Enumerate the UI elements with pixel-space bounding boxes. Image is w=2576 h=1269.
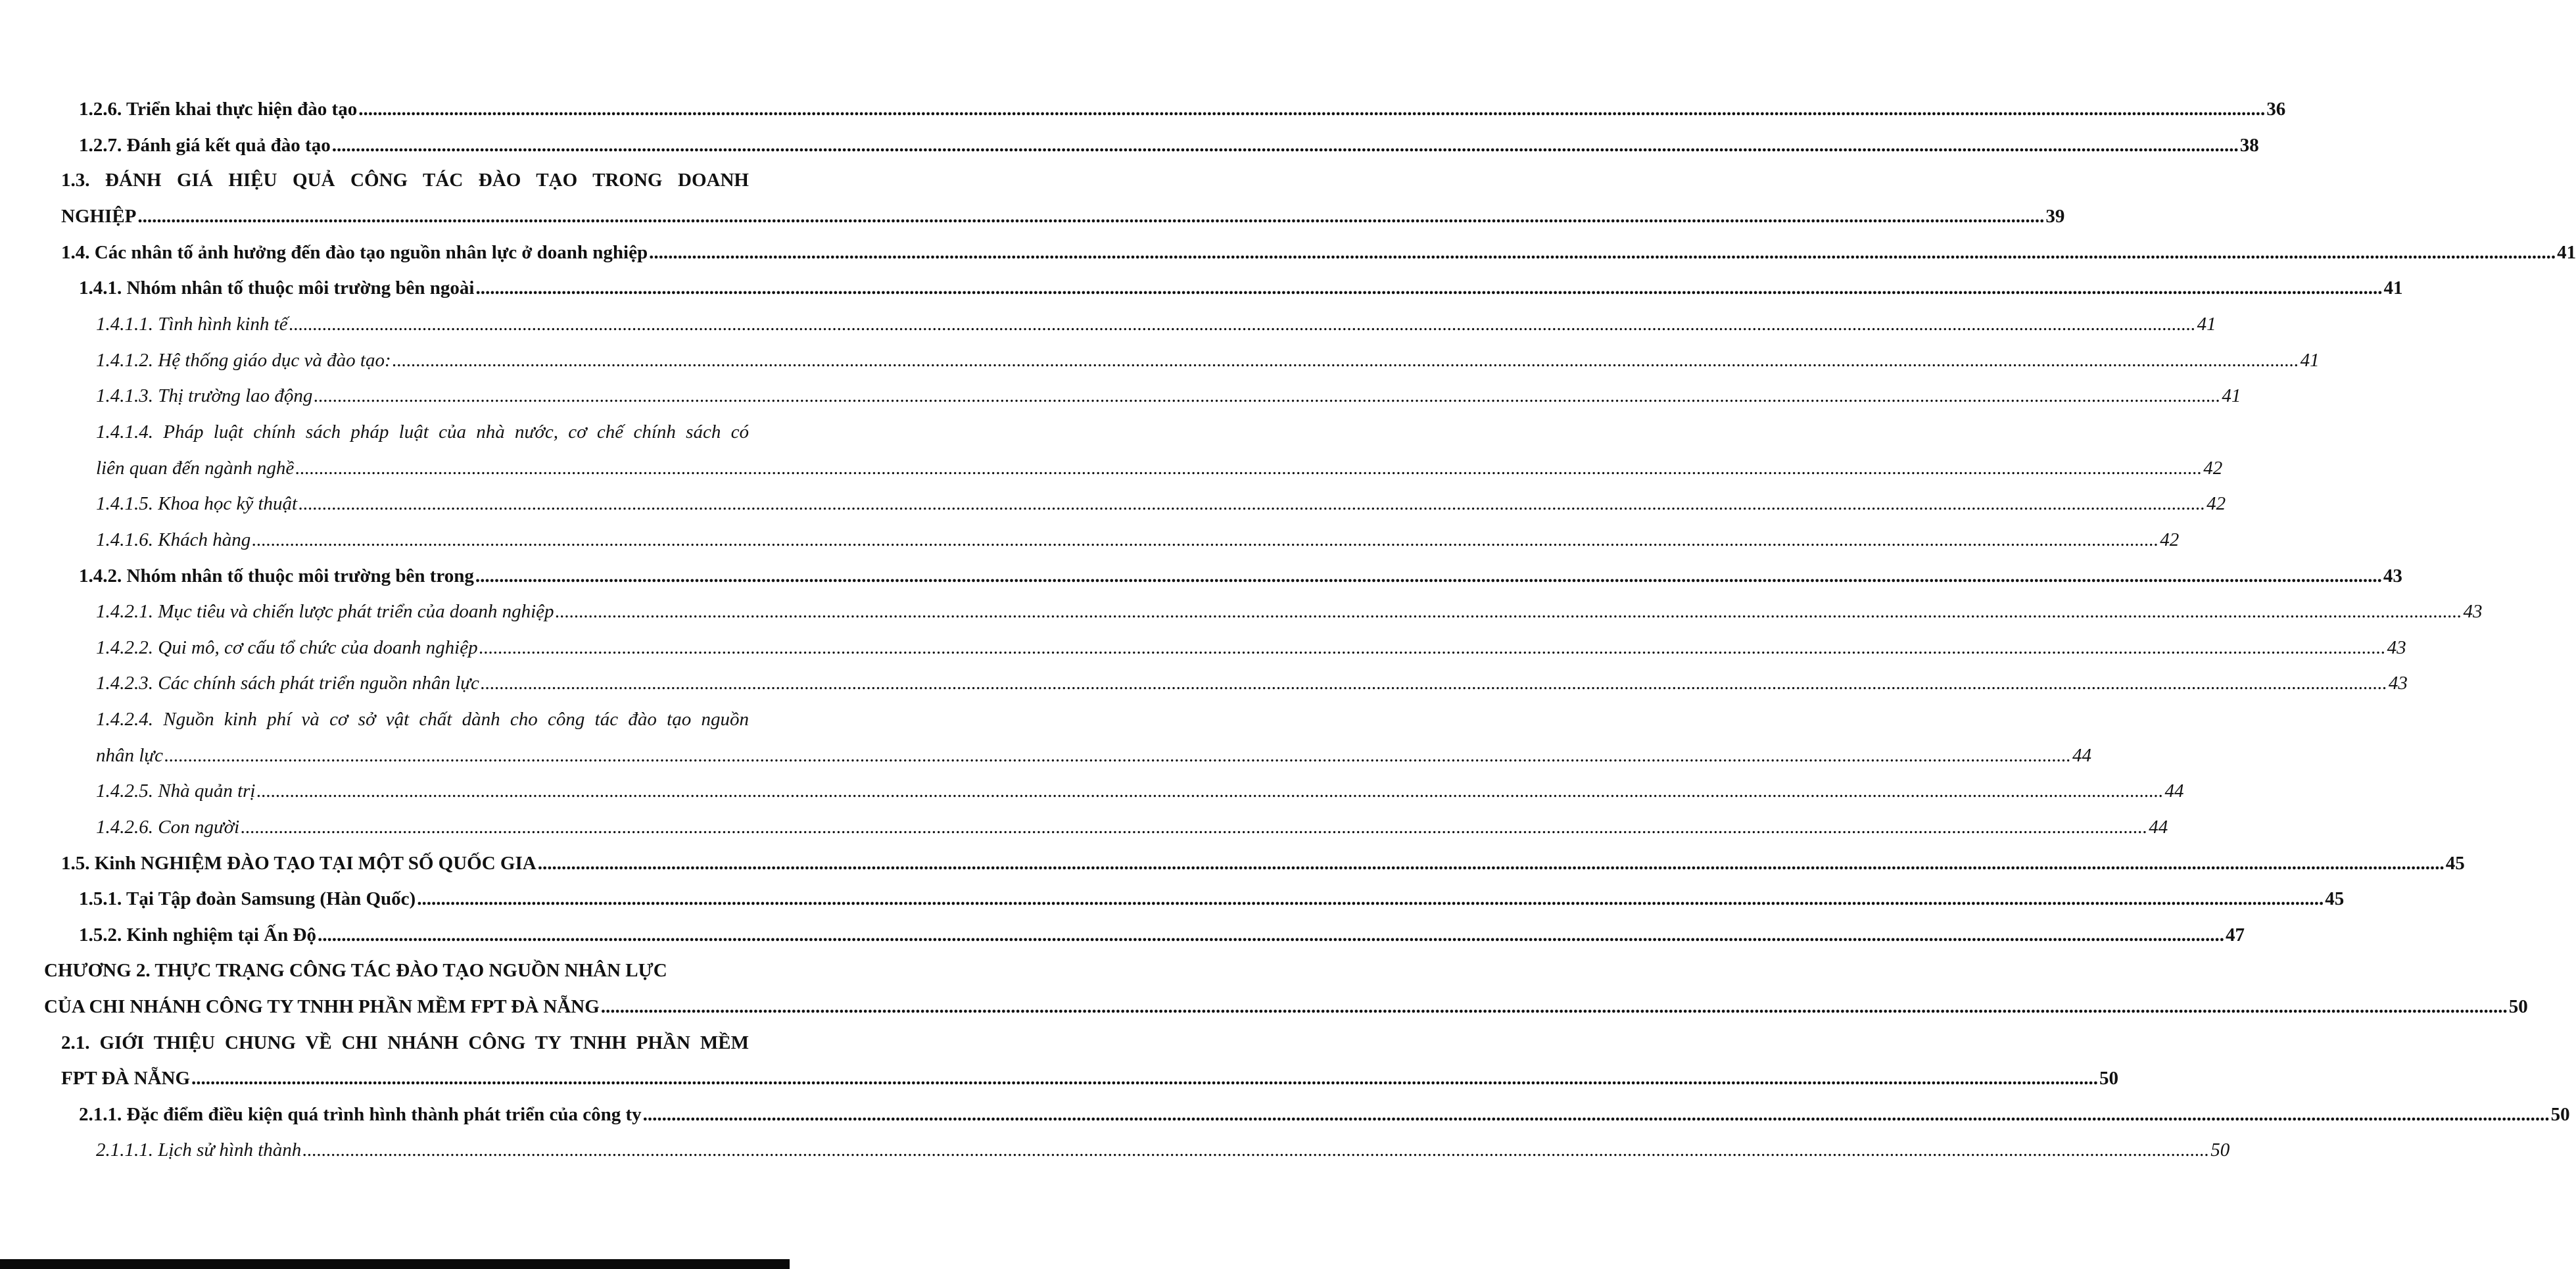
toc-entry-page: 42 — [2160, 529, 2180, 550]
toc-entry-title: 1.4.2.1. Mục tiêu và chiến lược phát triển của doanh nghiệp — [96, 601, 554, 622]
toc-entry-page: 50 — [2550, 1104, 2570, 1125]
dot-leader: ................................................................................................................................................................................................................................................................................................................................................................................................................ — [298, 493, 2206, 514]
toc-entry-title: 2.1.1.1. Lịch sử hình thành — [96, 1139, 302, 1161]
toc-entry — [96, 385, 2241, 406]
toc-entry-page: 41 — [2557, 242, 2576, 263]
toc-entry-page: 43 — [2383, 565, 2402, 587]
toc-entry — [96, 314, 2216, 335]
toc-entry — [79, 888, 2345, 909]
toc-entry-title: 1.5. Kinh NGHIỆM ĐÀO TẠO TẠI MỘT SỐ QUỐC GIA — [61, 853, 537, 874]
toc-entry-page: 41 — [2197, 314, 2216, 335]
dot-leader: ................................................................................................................................................................................................................................................................................................................................................................................................................ — [137, 206, 2045, 227]
toc-entry-title: 1.2.6. Triển khai thực hiện đào tạo — [79, 99, 358, 120]
toc-entry-title: 1.4.1.5. Khoa học kỹ thuật — [96, 493, 298, 514]
toc-entry-page: 43 — [2387, 637, 2406, 658]
toc-entry-title: 1.4.2. Nhóm nhân tố thuộc môi trường bên trong — [79, 565, 474, 587]
dot-leader: ................................................................................................................................................................................................................................................................................................................................................................................................................ — [475, 277, 2383, 299]
toc-entry — [96, 745, 2091, 766]
dot-leader: ................................................................................................................................................................................................................................................................................................................................................................................................................ — [256, 780, 2164, 802]
dot-leader: ................................................................................................................................................................................................................................................................................................................................................................................................................ — [302, 1139, 2210, 1161]
toc-entry — [61, 206, 2065, 227]
toc-entry-page: 38 — [2239, 135, 2259, 156]
toc-entry — [79, 924, 2245, 946]
toc-entry-line1: 1.4.1.4. Pháp luật chính sách pháp luật của nhà nước, cơ chế chính sách có — [96, 421, 749, 443]
toc-entry — [79, 1104, 2570, 1125]
toc-entry-title: 1.4.1.1. Tình hình kinh tế — [96, 314, 288, 335]
dot-leader: ................................................................................................................................................................................................................................................................................................................................................................................................................ — [479, 637, 2386, 658]
dot-leader: ................................................................................................................................................................................................................................................................................................................................................................................................................ — [649, 242, 2556, 263]
dot-leader: ................................................................................................................................................................................................................................................................................................................................................................................................................ — [475, 565, 2382, 587]
dot-leader: ................................................................................................................................................................................................................................................................................................................................................................................................................ — [331, 135, 2239, 156]
toc-entry-line1: 1.3. ĐÁNH GIÁ HIỆU QUẢ CÔNG TÁC ĐÀO TẠO TRONG DOANH — [61, 170, 749, 191]
toc-entry-page: 50 — [2508, 996, 2528, 1017]
toc-entry-page: 41 — [2383, 277, 2403, 299]
dot-leader: ................................................................................................................................................................................................................................................................................................................................................................................................................ — [241, 817, 2148, 838]
toc-entry-page: 50 — [2099, 1068, 2119, 1089]
toc-entry-title: 1.4.1.6. Khách hàng — [96, 529, 251, 550]
dot-leader: ................................................................................................................................................................................................................................................................................................................................................................................................................ — [537, 853, 2445, 874]
toc-entry — [96, 637, 2406, 658]
toc-entry — [79, 277, 2403, 299]
toc-entry-page: 44 — [2072, 745, 2091, 766]
toc-entry — [96, 529, 2180, 550]
toc-entry — [61, 242, 2576, 263]
toc-entry-page: 41 — [2300, 350, 2320, 371]
dot-leader: ................................................................................................................................................................................................................................................................................................................................................................................................................ — [289, 314, 2196, 335]
toc-entry — [96, 350, 2320, 371]
toc-entry-page: 36 — [2266, 99, 2286, 120]
toc-entry — [44, 996, 2528, 1017]
dot-leader: ................................................................................................................................................................................................................................................................................................................................................................................................................ — [317, 924, 2224, 946]
dot-leader: ................................................................................................................................................................................................................................................................................................................................................................................................................ — [252, 529, 2159, 550]
toc-entry-title: 1.4.1.2. Hệ thống giáo dục và đào tạo: — [96, 350, 391, 371]
toc-entry — [61, 853, 2465, 874]
toc-entry-page: 39 — [2045, 206, 2065, 227]
dot-leader: ................................................................................................................................................................................................................................................................................................................................................................................................................ — [600, 996, 2508, 1017]
toc-entry-page: 42 — [2206, 493, 2226, 514]
toc-entry-page: 45 — [2445, 853, 2465, 874]
dot-leader: ................................................................................................................................................................................................................................................................................................................................................................................................................ — [480, 673, 2387, 694]
toc-entry — [79, 135, 2259, 156]
toc-entry-title: 1.4.2.5. Nhà quản trị — [96, 780, 256, 802]
toc-entry-page: 45 — [2325, 888, 2345, 909]
toc-entry-page: 44 — [2164, 780, 2184, 802]
dot-leader: ................................................................................................................................................................................................................................................................................................................................................................................................................ — [417, 888, 2324, 909]
toc-entry-title: 1.4.2.6. Con người — [96, 817, 240, 838]
toc-entry — [96, 601, 2483, 622]
toc-entry-line1: 1.4.2.4. Nguồn kinh phí và cơ sở vật chất dành cho công tác đào tạo nguồn — [96, 709, 749, 730]
toc-entry-title: 1.4.1.3. Thị trường lao động — [96, 385, 313, 406]
toc-entry-page: 42 — [2203, 458, 2223, 479]
toc-entry-title: NGHIỆP — [61, 206, 137, 227]
toc-entry-title: 1.4.2.3. Các chính sách phát triển nguồn nhân lực — [96, 673, 479, 694]
toc-entry-page: 41 — [2222, 385, 2241, 406]
toc-entry-title: liên quan đến ngành nghề — [96, 458, 295, 479]
toc-entry-title: 1.4.1. Nhóm nhân tố thuộc môi trường bên ngoài — [79, 277, 475, 299]
dot-leader: ................................................................................................................................................................................................................................................................................................................................................................................................................ — [642, 1104, 2550, 1125]
toc-entry-title: 1.2.7. Đánh giá kết quả đào tạo — [79, 135, 331, 156]
toc-entry-title: 1.4.2.2. Qui mô, cơ cấu tổ chức của doanh nghiệp — [96, 637, 478, 658]
dot-leader: ................................................................................................................................................................................................................................................................................................................................................................................................................ — [295, 458, 2203, 479]
toc-entry — [96, 1139, 2230, 1161]
toc-entry — [96, 458, 2223, 479]
toc-entry-title: nhân lực — [96, 745, 163, 766]
toc-entry-title: 1.5.2. Kinh nghiệm tại Ấn Độ — [79, 924, 316, 946]
toc-entry — [61, 1068, 2119, 1089]
toc-entry-page: 50 — [2210, 1139, 2230, 1161]
toc-entry-title: 1.5.1. Tại Tập đoàn Samsung (Hàn Quốc) — [79, 888, 416, 909]
dot-leader: ................................................................................................................................................................................................................................................................................................................................................................................................................ — [392, 350, 2299, 371]
dot-leader: ................................................................................................................................................................................................................................................................................................................................................................................................................ — [314, 385, 2221, 406]
bottom-edge-bar — [0, 1259, 790, 1269]
toc-entry — [96, 493, 2226, 514]
toc-entry — [79, 565, 2402, 587]
toc-entry-page: 43 — [2463, 601, 2483, 622]
toc-entry-title: FPT ĐÀ NẴNG — [61, 1068, 191, 1089]
toc-entry-line1: 2.1. GIỚI THIỆU CHUNG VỀ CHI NHÁNH CÔNG TY TNHH PHẦN MỀM — [61, 1032, 749, 1053]
toc-entry-page: 43 — [2388, 673, 2408, 694]
toc-entry — [96, 673, 2408, 694]
toc-entry-page: 44 — [2149, 817, 2168, 838]
dot-leader: ................................................................................................................................................................................................................................................................................................................................................................................................................ — [555, 601, 2462, 622]
toc-entry — [96, 780, 2184, 802]
toc-entry — [79, 99, 2286, 120]
toc-entry-page: 47 — [2225, 924, 2245, 946]
dot-leader: ................................................................................................................................................................................................................................................................................................................................................................................................................ — [358, 99, 2266, 120]
toc-entry-title: CỦA CHI NHÁNH CÔNG TY TNHH PHẦN MỀM FPT ĐÀ NẴNG — [44, 996, 600, 1017]
toc-chapter-line1: CHƯƠNG 2. THỰC TRẠNG CÔNG TÁC ĐÀO TẠO NGUỒN NHÂN LỰC — [44, 960, 667, 981]
toc-entry — [96, 817, 2168, 838]
toc-entry-title: 1.4. Các nhân tố ảnh hưởng đến đào tạo nguồn nhân lực ở doanh nghiệp — [61, 242, 648, 263]
dot-leader: ................................................................................................................................................................................................................................................................................................................................................................................................................ — [164, 745, 2071, 766]
dot-leader: ................................................................................................................................................................................................................................................................................................................................................................................................................ — [191, 1068, 2099, 1089]
toc-entry-title: 2.1.1. Đặc điểm điều kiện quá trình hình thành phát triển của công ty — [79, 1104, 642, 1125]
